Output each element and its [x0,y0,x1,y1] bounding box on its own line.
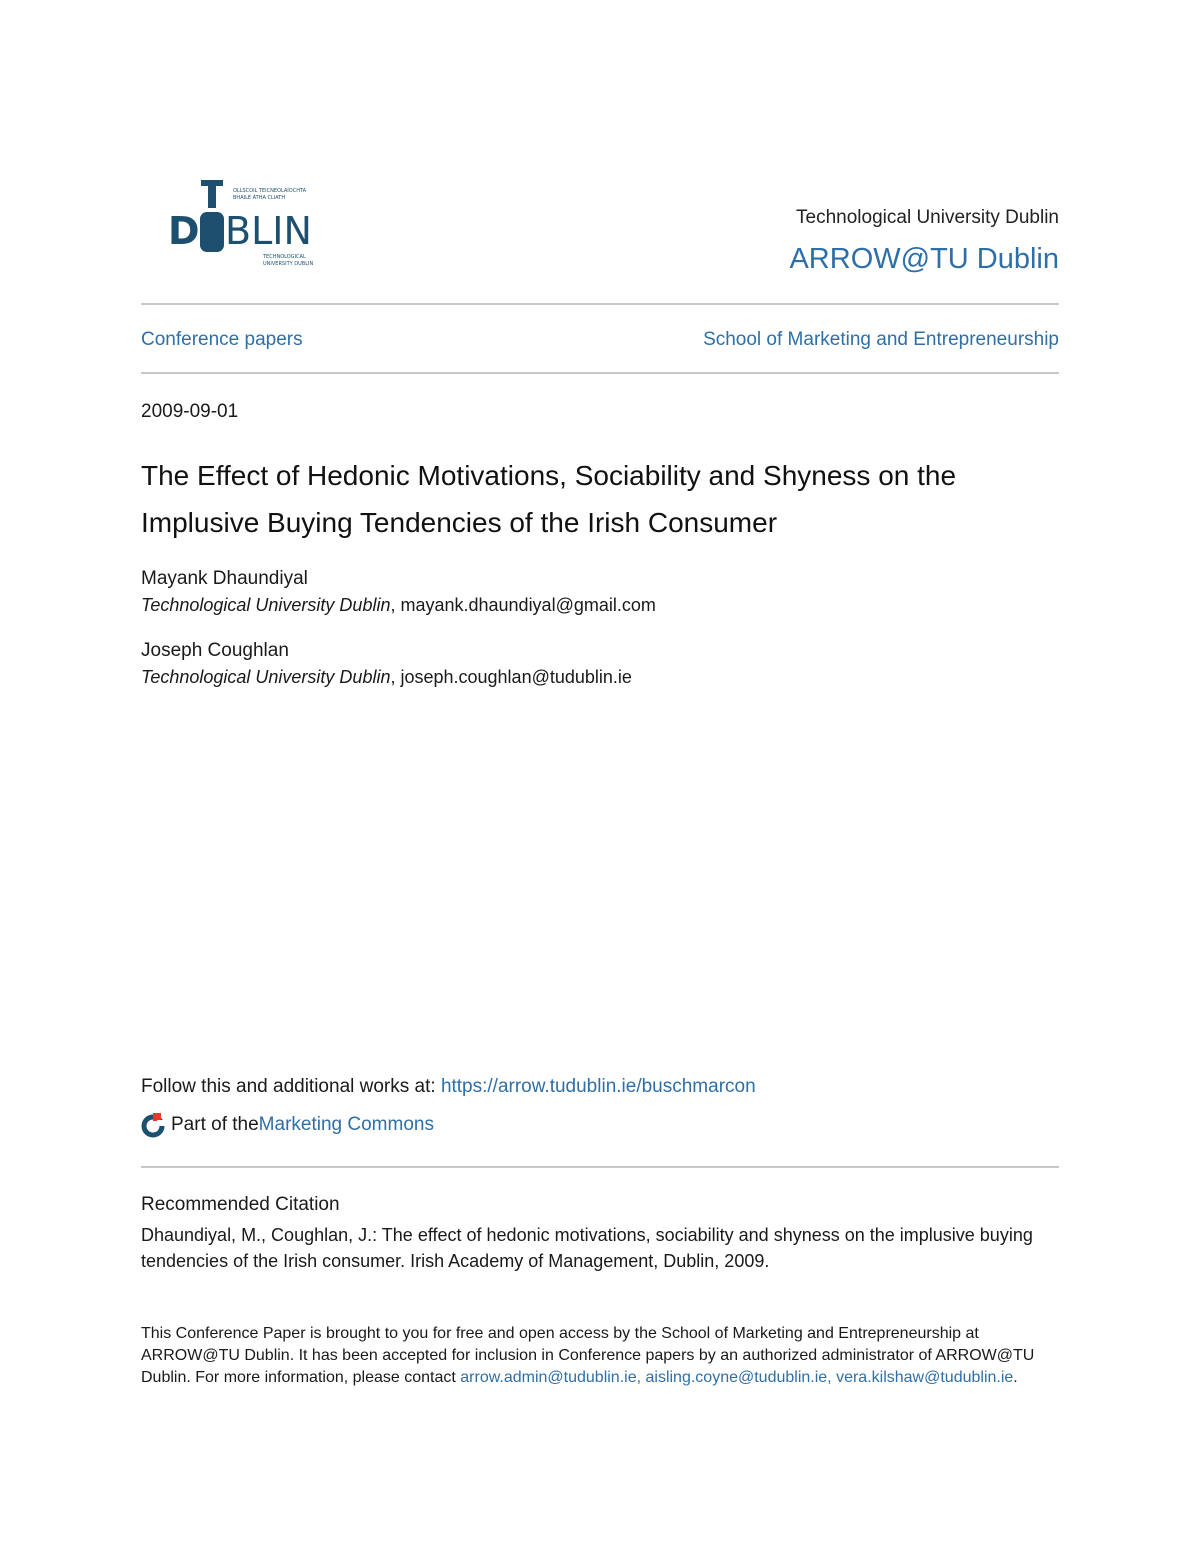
marketing-commons-link[interactable]: Marketing Commons [258,1114,434,1135]
part-of-line [141,1110,434,1140]
tu-dublin-logo [169,178,359,272]
citation-heading: Recommended Citation [141,1194,340,1215]
author-affiliation: Technological University Dublin [141,667,391,687]
contact-emails-link[interactable]: arrow.admin@tudublin.ie, aisling.coyne@tudublin.ie, vera.kilshaw@tudublin.ie [460,1369,1014,1386]
cover-page [141,0,1059,1553]
collection-url-link[interactable]: https://arrow.tudublin.ie/buschmarcon [440,1076,756,1097]
network-logo-icon [141,1112,167,1138]
svg-text:UNIVERSITY DUBLIN: UNIVERSITY DUBLIN [263,261,314,267]
author-name: Joseph Coughlan [141,640,289,661]
access-statement [141,1323,1046,1389]
logo-letters-blin: BLIN [225,209,312,253]
author-name: Mayank Dhaundiyal [141,568,308,589]
citation-text: Dhaundiyal, M., Coughlan, J.: The effect of hedonic motivations, sociability and shyness on the implusive buying tendencies of the Irish consumer. Irish Academy of Management, Dublin, 2009. [141,1225,1033,1271]
author-affiliation-line [141,664,632,690]
author-block [141,638,632,690]
author-email: , joseph.coughlan@tudublin.ie [390,667,632,687]
author-email: , mayank.dhaundiyal@gmail.com [390,595,656,615]
publication-date: 2009-09-01 [141,401,239,422]
part-of-label: Part of the [171,1114,259,1135]
author-block [141,566,656,618]
paper-title: The Effect of Hedonic Motivations, Sociability and Shyness on the Implusive Buying Tendencies of the Irish Consumer [141,460,957,538]
access-statement-end: . [1013,1369,1018,1386]
institution-block [789,205,1059,279]
author-affiliation: Technological University Dublin [141,595,391,615]
collection-link[interactable]: Conference papers [141,329,303,350]
institution-name: Technological University Dublin [796,207,1059,228]
logo-caption-bottom: TECHNOLOGICAL [263,254,306,260]
access-statement-text: This Conference Paper is brought to you for free and open access by the School of Marketing and Entrepreneurship at ARROW@TU Dublin. It has been accepted for inclusion in Conference papers by an authorized administrator of ARROW@TU Dublin. For more information, please contact [141,1325,1035,1386]
follow-label: Follow this and additional works at: [141,1076,441,1097]
author-affiliation-line [141,592,656,618]
tu-dublin-logo-icon [169,178,359,272]
nav-divider [141,372,1059,374]
follow-line [141,1074,756,1100]
citation-divider [141,1166,1059,1168]
repository-link[interactable]: ARROW@TU Dublin [789,243,1059,275]
school-link[interactable]: School of Marketing and Entrepreneurship [703,329,1059,350]
logo-letter-d: D [169,209,200,253]
header-divider [141,303,1059,305]
svg-text:BHAILE ÁTHA CLIATH: BHAILE ÁTHA CLIATH [233,195,286,201]
logo-caption-top: OLLSCOIL TEICNEOLAÍOCHTA [233,188,307,194]
